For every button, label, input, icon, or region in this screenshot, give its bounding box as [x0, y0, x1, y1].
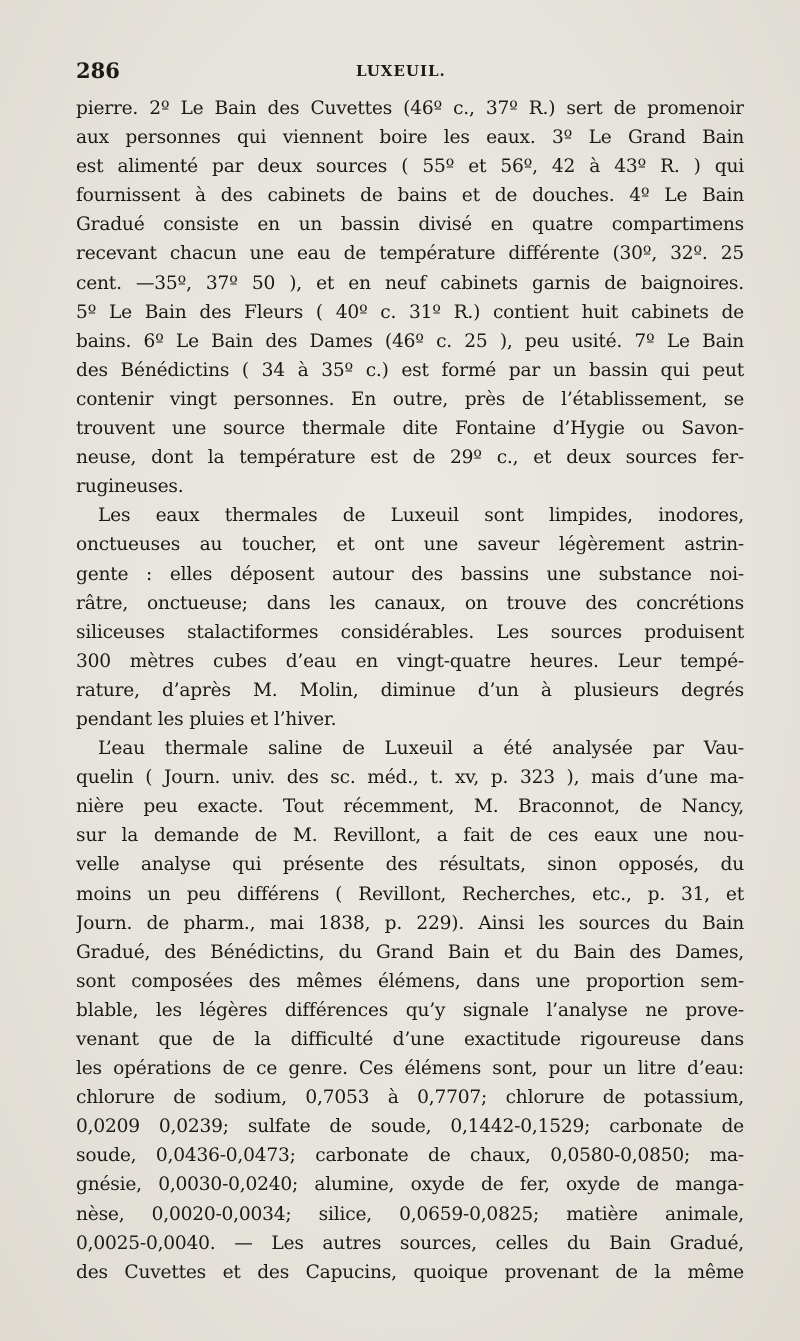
- text-line: soude, 0,0436-0,0473; carbonate de chaux, 0,0580-0,0850; ma-: [76, 1145, 744, 1167]
- text-line: des Bénédictins ( 34 à 35º c.) est formé par un bassin qui peut: [76, 359, 744, 381]
- text-line: 300 mètres cubes d’eau en vingt-quatre heures. Leur tempé-: [76, 650, 744, 672]
- text-line: siliceuses stalactiformes considérables. Les sources produisent: [76, 621, 744, 643]
- text-line: 5º Le Bain des Fleurs ( 40º c. 31º R.) contient huit cabinets de: [76, 301, 744, 323]
- body-text: [76, 94, 744, 1287]
- text-line: 0,0209 0,0239; sulfate de soude, 0,1442-0,1529; carbonate de: [76, 1116, 744, 1138]
- text-line: chlorure de sodium, 0,7053 à 0,7707; chlorure de potassium,: [76, 1087, 744, 1109]
- text-line: cent. —35º, 37º 50 ), et en neuf cabinets garnis de baignoires.: [76, 272, 744, 294]
- text-line: quelin ( Journ. univ. des sc. méd., t. xv, p. 323 ), mais d’une ma-: [76, 767, 744, 789]
- text-line: onctueuses au toucher, et ont une saveur légèrement astrin-: [76, 534, 744, 556]
- text-line: les opérations de ce genre. Ces élémens sont, pour un litre d’eau:: [76, 1058, 744, 1080]
- text-line: rature, d’après M. Molin, diminue d’un à plusieurs degrés: [76, 679, 744, 701]
- text-line: gente : elles déposent autour des bassins une substance noi-: [76, 563, 744, 585]
- text-line: fournissent à des cabinets de bains et de douches. 4º Le Bain: [76, 185, 744, 207]
- text-line: râtre, onctueuse; dans les canaux, on trouve des concrétions: [76, 592, 744, 614]
- text-line: blable, les légères différences qu’y signale l’analyse ne prove-: [76, 999, 744, 1021]
- running-title: LUXEUIL.: [356, 62, 446, 80]
- text-line: Journ. de pharm., mai 1838, p. 229). Ainsi les sources du Bain: [76, 912, 744, 934]
- text-line: Gradué, des Bénédictins, du Grand Bain et du Bain des Dames,: [76, 941, 744, 963]
- text-line: Les eaux thermales de Luxeuil sont limpides, inodores,: [98, 505, 744, 527]
- text-line: bains. 6º Le Bain des Dames (46º c. 25 ), peu usité. 7º Le Bain: [76, 330, 744, 352]
- running-head: [76, 58, 744, 88]
- text-line: pendant les pluies et l’hiver.: [76, 708, 337, 730]
- text-line: nière peu exacte. Tout récemment, M. Braconnot, de Nancy,: [76, 796, 744, 818]
- text-line: pierre. 2º Le Bain des Cuvettes (46º c., 37º R.) sert de promenoir: [76, 98, 744, 119]
- text-line: aux personnes qui viennent boire les eaux. 3º Le Grand Bain: [76, 127, 744, 149]
- text-line: sur la demande de M. Revillont, a fait de ces eaux une nou-: [76, 825, 744, 847]
- text-line: L’eau thermale saline de Luxeuil a été analysée par Vau-: [98, 738, 744, 760]
- page-number: 286: [76, 58, 120, 83]
- text-line: contenir vingt personnes. En outre, près de l’établissement, se: [76, 388, 744, 410]
- text-line: rugineuses.: [76, 476, 184, 498]
- text-line: trouvent une source thermale dite Fontaine d’Hygie ou Savon-: [76, 418, 744, 440]
- text-line: Gradué consiste en un bassin divisé en quatre compartimens: [76, 214, 744, 236]
- text-line: nèse, 0,0020-0,0034; silice, 0,0659-0,0825; matière animale,: [76, 1203, 744, 1225]
- text-line: gnésie, 0,0030-0,0240; alumine, oxyde de fer, oxyde de manga-: [76, 1174, 744, 1196]
- text-line: 0,0025-0,0040. — Les autres sources, celles du Bain Gradué,: [76, 1232, 744, 1254]
- text-line: moins un peu différens ( Revillont, Recherches, etc., p. 31, et: [76, 883, 744, 905]
- text-line: sont composées des mêmes élémens, dans une proportion sem-: [76, 970, 744, 992]
- text-line: neuse, dont la température est de 29º c., et deux sources fer-: [76, 447, 744, 469]
- text-line: des Cuvettes et des Capucins, quoique provenant de la même: [76, 1261, 744, 1283]
- text-line: velle analyse qui présente des résultats, sinon opposés, du: [76, 854, 744, 876]
- text-line: venant que de la difficulté d’une exactitude rigoureuse dans: [76, 1029, 744, 1050]
- text-line: est alimenté par deux sources ( 55º et 56º, 42 à 43º R. ) qui: [76, 156, 744, 178]
- text-line: recevant chacun une eau de température différente (30º, 32º. 25: [76, 243, 744, 265]
